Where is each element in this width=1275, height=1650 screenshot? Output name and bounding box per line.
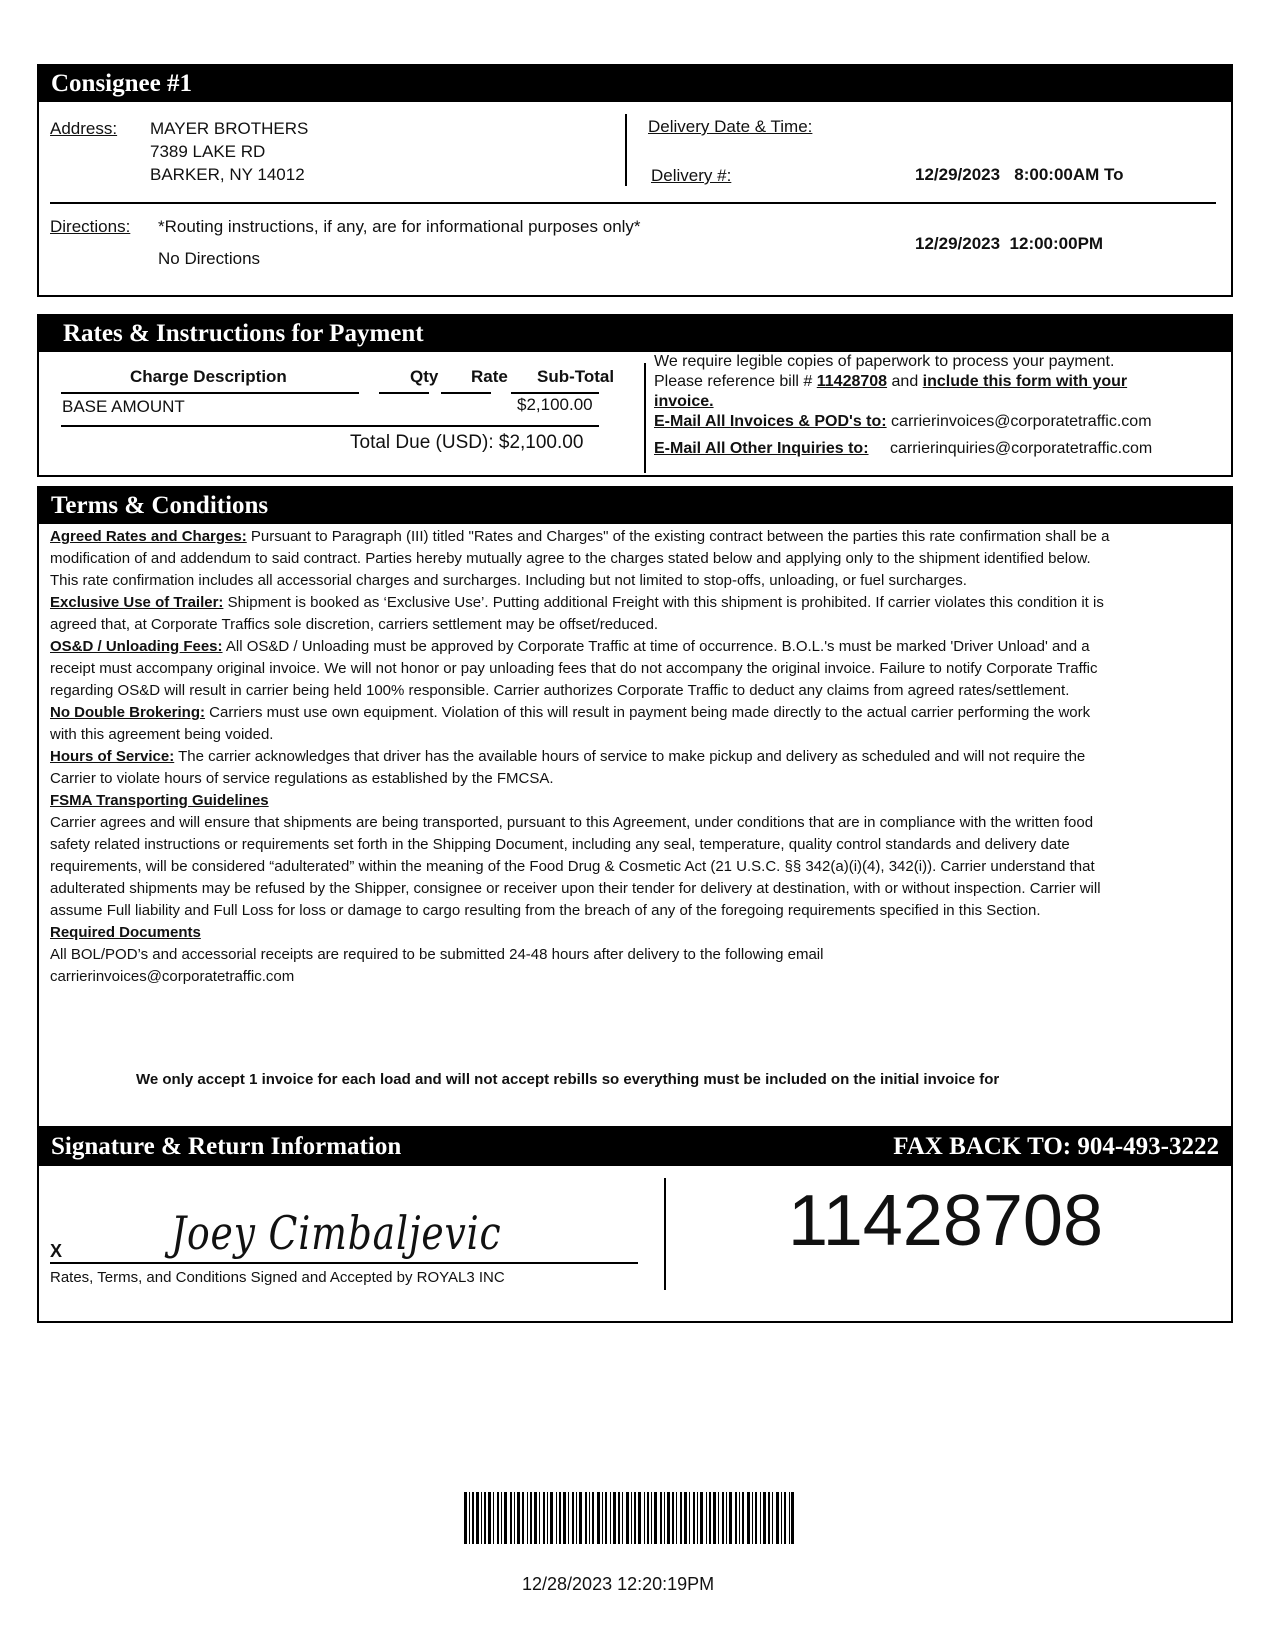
terms-agreed-text: Pursuant to Paragraph (III) titled "Rates and Charges" of the existing contract between the parties this rate confirmation shall be a modification of and addendum to said contract. Parties hereby mutually agree to the charges stated below and applying only to the shipment identified below. This rate confirmation includes all accessorial charges and surcharges. Including but not limited to stop-offs, unloading, or fuel surcharges.: [50, 528, 1110, 589]
delivery-date-label: Delivery Date & Time:: [648, 117, 813, 136]
payment-ref-mid: and: [887, 373, 923, 390]
directions-value: No Directions: [158, 249, 261, 268]
col-underline-description: [61, 392, 359, 394]
rates-total-rule: [61, 425, 599, 427]
signature-accepted-text: Rates, Terms, and Conditions Signed and Accepted by ROYAL3 INC: [50, 1269, 505, 1286]
signature-header-title: Signature & Return Information: [51, 1133, 402, 1160]
terms-fsma-text: Carrier agrees and will ensure that shipments are being transported, pursuant to this Agreement, under conditions that are in compliance with the written food safety related instructions or requirements set forth in the Shipping Document, including any seal, temperature, quality control standards and delivery date requirements, will be considered “adulterated” within the meaning of the Food Drug & Cosmetic Act (21 U.S.C. §§ 342(a)(i)(4), 342(i)). Carrier understand that adulterated shipments may be refused by the Shipper, consignee or receiver upon their tender for delivery at destination, with or without inspection. Carrier will assume Full liability and Full Loss for loss or damage to cargo resulting from the breach of any of the foregoing requirements specified in this Section.: [50, 814, 1101, 919]
email-inquiries-label: E-Mail All Other Inquiries to:: [654, 440, 869, 457]
signature-section: [37, 1126, 1233, 1323]
terms-agreed-rates: [50, 526, 1115, 592]
email-invoices-row: [654, 412, 1244, 432]
signature-line: [50, 1262, 638, 1264]
col-underline-rate: [441, 392, 491, 394]
invoice-notice: We only accept 1 invoice for each load and will not accept rebills so everything must be included on the initial invoice for: [136, 1071, 1000, 1088]
payment-note-line-3: invoice.: [654, 393, 714, 410]
delivery-date-line-1: 12/29/2023 8:00:00AM To: [915, 165, 1124, 184]
payment-ref-prefix: Please reference bill #: [654, 373, 817, 390]
col-subtotal: Sub-Total: [537, 367, 615, 386]
terms-osd-text: All OS&D / Unloading must be approved by Corporate Traffic at time of occurrence. B.O.L.'s must be marked 'Driver Unload' and a receipt must accompany original invoice. We will not honor or pay unloading fees that do not accompany the original invoice. Failure to notify Corporate Traffic regarding OS&D will result in carrier being held 100% responsible. Carrier authorizes Corporate Traffic to deduct any claims from agreed rates/settlement.: [50, 638, 1098, 699]
signature-divider: [664, 1178, 666, 1290]
total-due: Total Due (USD): $2,100.00: [350, 432, 584, 453]
terms-header: Terms & Conditions: [39, 488, 1231, 524]
signature-handwritten: Joey Cimbaljevic: [171, 1206, 502, 1260]
fax-back: FAX BACK TO: 904-493-3222: [893, 1133, 1219, 1160]
bill-number: 11428708: [816, 373, 888, 390]
terms-brokering: [50, 702, 1115, 746]
row-description: BASE AMOUNT: [62, 397, 185, 416]
terms-exclusive-title: Exclusive Use of Trailer:: [50, 594, 224, 611]
terms-hours-of-service: [50, 746, 1115, 790]
delivery-date-value: [915, 117, 1124, 301]
terms-osd: [50, 636, 1115, 702]
payment-note-line-1: We require legible copies of paperwork to process your payment.: [654, 353, 1115, 370]
include-form-note: include this form with your: [922, 373, 1128, 390]
payment-instructions: [654, 352, 1244, 459]
terms-brokering-text: Carriers must use own equipment. Violation of this will result in payment being made directly to the actual carrier performing the work with this agreement being voided.: [50, 704, 1091, 743]
address-block: [150, 117, 308, 186]
terms-fsma-title: FSMA Transporting Guidelines: [50, 792, 269, 809]
terms-osd-title: OS&D / Unloading Fees:: [50, 638, 223, 655]
terms-docs-text: All BOL/POD’s and accessorial receipts are required to be submitted 24-48 hours after delivery to the following email carrierinvoices@corporatetraffic.com: [50, 946, 824, 985]
email-invoices-label: E-Mail All Invoices & POD's to:: [654, 413, 887, 430]
rates-header: Rates & Instructions for Payment: [39, 316, 1231, 352]
consignee-header: Consignee #1: [39, 66, 1231, 102]
payment-note-line-2: [654, 372, 1244, 392]
email-invoices-link[interactable]: carrierinvoices@corporatetraffic.com: [891, 413, 1152, 430]
address-line-2: 7389 LAKE RD: [150, 142, 266, 161]
terms-exclusive-use: [50, 592, 1115, 636]
signature-header: [39, 1128, 1231, 1166]
terms-exclusive-text: Shipment is booked as ‘Exclusive Use’. Putting additional Freight with this shipment is prohibited. If carrier violates this condition it is agreed that, at Corporate Traffics sole discretion, carriers settlement may be offset/reduced.: [50, 594, 1104, 633]
col-qty: Qty: [410, 367, 439, 386]
terms-section: [37, 486, 1233, 1126]
col-charge-description: Charge Description: [130, 367, 287, 386]
row-subtotal: $2,100.00: [517, 395, 593, 414]
footer-timestamp: 12/28/2023 12:20:19PM: [522, 1574, 715, 1594]
consignee-divider: [625, 114, 627, 186]
email-inquiries-link[interactable]: carrierinquiries@corporatetraffic.com: [889, 440, 1153, 457]
address-label: Address:: [50, 119, 118, 138]
signature-x-mark: X: [50, 1241, 63, 1261]
delivery-number-label: Delivery #:: [651, 166, 732, 185]
terms-docs-title: Required Documents: [50, 924, 201, 941]
address-line-1: MAYER BROTHERS: [150, 119, 309, 138]
terms-brokering-title: No Double Brokering:: [50, 704, 206, 721]
col-rate: Rate: [471, 367, 508, 386]
consignee-section: [37, 64, 1233, 297]
terms-body: [50, 526, 1115, 988]
terms-agreed-title: Agreed Rates and Charges:: [50, 528, 247, 545]
terms-hos-text: The carrier acknowledges that driver has the available hours of service to make pickup and delivery as scheduled and will not require the Carrier to violate hours of service regulations as established by the FMCSA.: [50, 748, 1086, 787]
delivery-date-line-2: 12/29/2023 12:00:00PM: [915, 234, 1104, 253]
directions-label: Directions:: [50, 217, 131, 236]
terms-hos-title: Hours of Service:: [50, 748, 175, 765]
col-underline-qty: [379, 392, 429, 394]
barcode: [464, 1492, 794, 1544]
rates-divider: [644, 363, 646, 473]
directions-note: *Routing instructions, if any, are for informational purposes only*: [158, 217, 641, 236]
rates-section: [37, 314, 1233, 477]
address-line-3: BARKER, NY 14012: [150, 165, 305, 184]
load-number: 11428708: [788, 1181, 1103, 1261]
email-inquiries-row: [654, 439, 1244, 459]
consignee-rule: [50, 202, 1216, 204]
